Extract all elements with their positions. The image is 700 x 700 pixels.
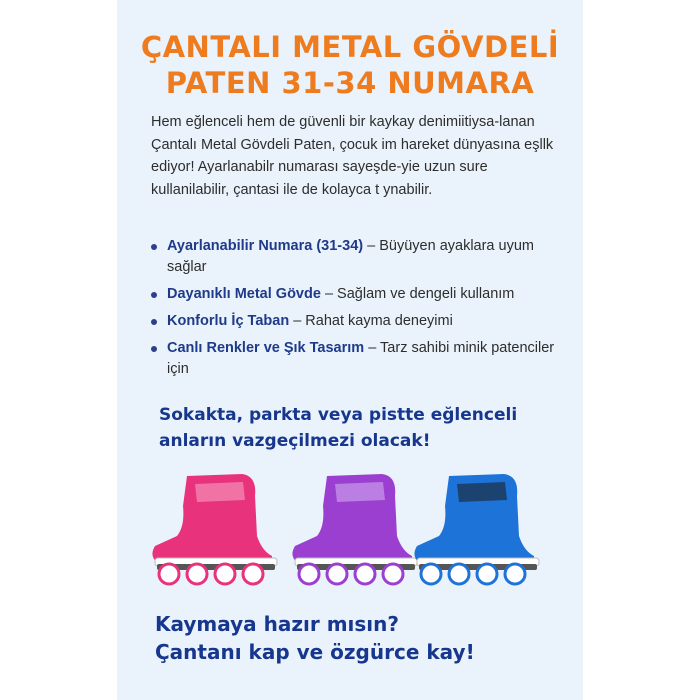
wheel-icon	[449, 564, 469, 584]
wheel-icon	[159, 564, 179, 584]
feature-item	[151, 311, 556, 332]
wheel-icon	[187, 564, 207, 584]
feature-text: – Rahat kayma deneyimi	[289, 313, 453, 329]
feature-title: Ayarlanabilir Numara (31-34)	[167, 238, 364, 254]
wheel-icon	[355, 564, 375, 584]
wheel-icon	[327, 564, 347, 584]
cta-line-2: Çantanı kap ve özgürce kay!	[155, 640, 475, 664]
feature-title: Dayanıklı Metal Gövde	[167, 286, 321, 302]
wheel-icon	[505, 564, 525, 584]
feature-item	[151, 236, 556, 278]
feature-item	[151, 338, 556, 380]
product-title-line-2: PATEN 31-34 NUMARA	[165, 66, 535, 100]
wheel-icon	[477, 564, 497, 584]
intro-paragraph: Hem eğlenceli hem de güvenli bir kaykay denimiitiysa-lanan Çantalı Metal Gövdeli Paten, çocuk im hareket dünyasına eşllk ediyor! Ayarlanabilr numarası sayeşde-yie uzun sure kullanilabilir, çantasi ile de kolayca t ynabilir.	[151, 114, 554, 198]
skates-illustration	[147, 466, 567, 586]
purple-skate-icon	[292, 474, 417, 584]
product-title-line-1: ÇANTALI METAL GÖVDELİ	[140, 30, 560, 64]
feature-text: – Büyüyen ayaklara uyum sağlar	[167, 238, 534, 275]
bullet-icon	[151, 346, 157, 352]
bullet-icon	[151, 319, 157, 325]
blue-skate-icon	[414, 474, 539, 584]
wheel-icon	[421, 564, 441, 584]
product-card	[117, 0, 583, 700]
wheel-icon	[215, 564, 235, 584]
feature-title: Canlı Renkler ve Şık Tasarım	[167, 340, 365, 356]
pink-skate-icon	[152, 474, 277, 584]
wheel-icon	[243, 564, 263, 584]
feature-title: Konforlu İç Taban	[167, 313, 290, 329]
call-to-action	[155, 610, 575, 666]
feature-text: – Sağlam ve dengeli kullanım	[320, 286, 515, 302]
feature-list	[151, 236, 556, 386]
cta-line-1: Kaymaya hazır mısın?	[155, 612, 399, 636]
bullet-icon	[151, 292, 157, 298]
wheel-icon	[383, 564, 403, 584]
wheel-icon	[299, 564, 319, 584]
bullet-icon	[151, 244, 157, 250]
tagline: Sokakta, parkta veya pistte eğlenceli anların vazgeçilmezi olacak!	[159, 405, 518, 451]
feature-item	[151, 284, 556, 305]
feature-text: – Tarz sahibi minik patenciler için	[167, 340, 555, 377]
